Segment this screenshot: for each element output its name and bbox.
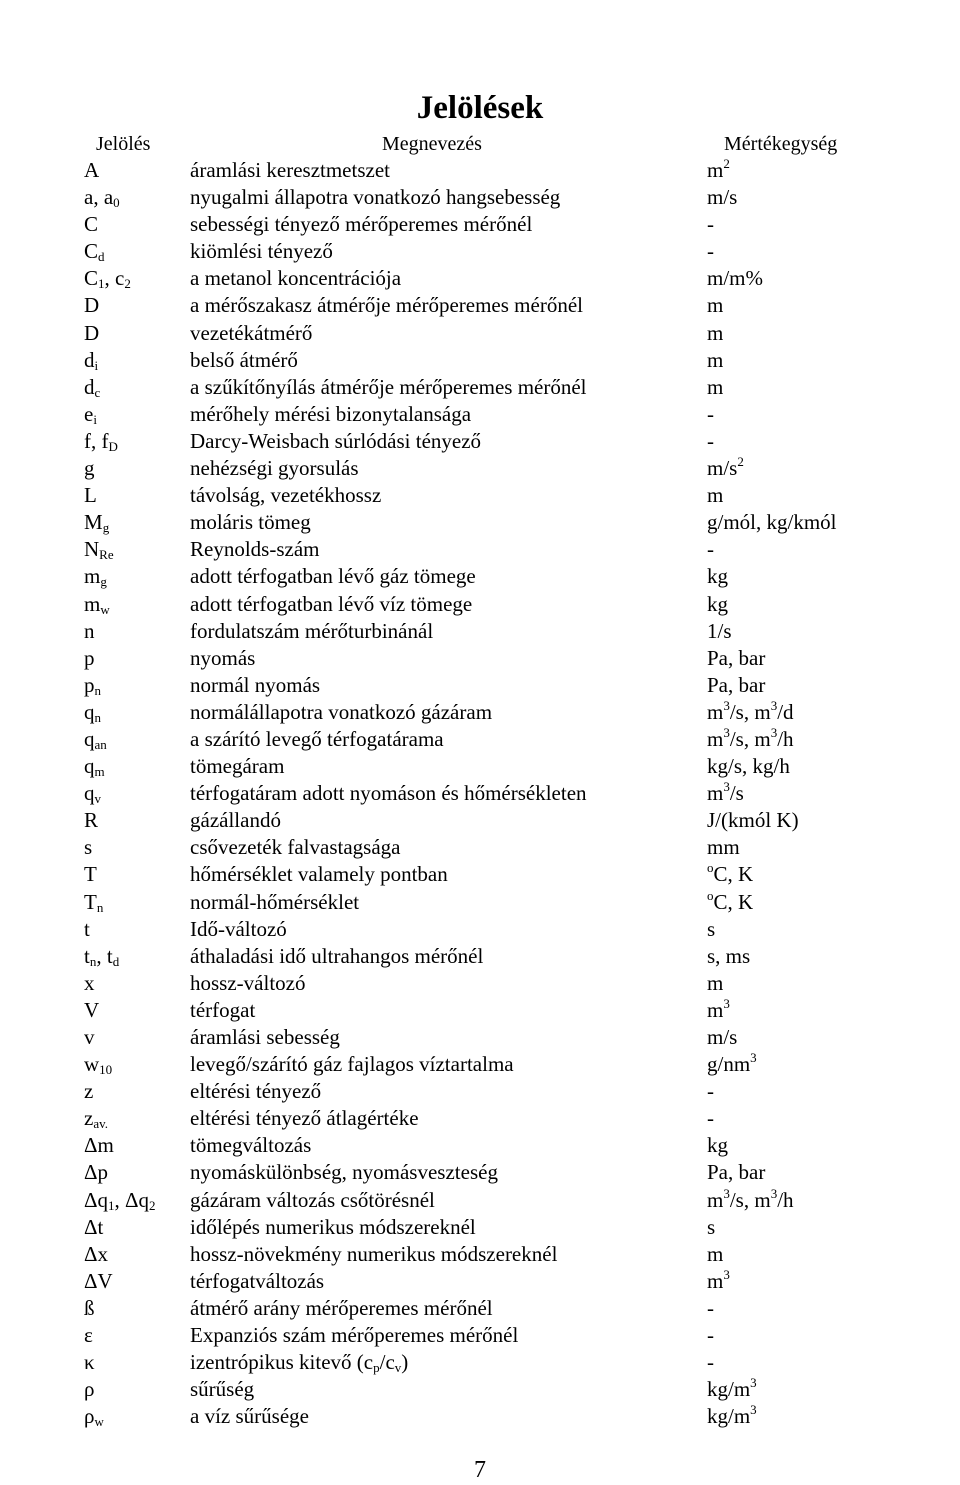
table-row — [0, 591, 960, 618]
table-row — [0, 265, 960, 292]
symbol-cell: ß — [84, 1295, 95, 1320]
unit-cell: $m^2$ — [707, 156, 730, 182]
unit-cell: mm — [707, 835, 740, 860]
name-cell: a szűkítőnyílás átmérője mérőperemes mérőnél — [190, 374, 587, 399]
unit-cell: m/s — [707, 185, 738, 210]
unit-cell: - — [707, 1323, 714, 1348]
table-row — [0, 834, 960, 861]
unit-cell: $m/s^2$ — [707, 454, 744, 481]
name-cell: levegő/szárító gáz fajlagos víztartalma — [190, 1052, 514, 1077]
name-cell: a metanol koncentrációja — [190, 266, 402, 291]
table-row — [0, 970, 960, 997]
symbol-cell: D — [84, 320, 100, 345]
symbol-cell: C — [84, 212, 99, 237]
table-row — [0, 1024, 960, 1051]
table-row — [0, 672, 960, 699]
unit-cell: - — [707, 428, 714, 453]
table-row — [0, 1105, 960, 1132]
unit-cell: m — [707, 320, 724, 345]
table-row — [0, 1132, 960, 1159]
name-cell: nehézségi gyorsulás — [190, 456, 359, 481]
name-cell: normál-hőmérséklet — [190, 889, 360, 914]
symbol-cell: $q_m$ — [84, 754, 105, 780]
symbol-cell: $m_w$ — [84, 591, 110, 617]
unit-cell: $kg/m^3$ — [707, 1375, 757, 1402]
name-cell: vezetékátmérő — [190, 320, 313, 345]
table-row — [0, 292, 960, 319]
table-row — [0, 1078, 960, 1105]
symbol-cell: R — [84, 808, 99, 833]
table-row — [0, 509, 960, 536]
unit-cell: $g/nm^3$ — [707, 1050, 757, 1077]
symbol-cell: $t_n$, $t_d$ — [84, 943, 120, 969]
column-header-symbol: Jelölés — [96, 133, 151, 155]
name-cell: a mérőszakasz átmérője mérőperemes mérőnél — [190, 293, 583, 318]
table-row — [0, 997, 960, 1024]
name-cell: nyomáskülönbség, nyomásveszteség — [190, 1160, 498, 1185]
unit-cell: $m^3/s$, $m^3/h$ — [707, 1185, 794, 1212]
name-cell: tömegáram — [190, 754, 285, 779]
table-row — [0, 889, 960, 916]
symbol-cell: $N_{Re}$ — [84, 537, 114, 563]
table-row — [0, 726, 960, 753]
column-header-unit: Mértékegység — [724, 133, 838, 155]
notation-table — [0, 157, 960, 1430]
unit-cell: - — [707, 1350, 714, 1375]
unit-cell: 1/s — [707, 618, 732, 643]
name-cell: tömegváltozás — [190, 1133, 312, 1158]
symbol-cell: $p_n$ — [84, 672, 101, 698]
unit-cell: Pa, bar — [707, 1160, 766, 1185]
name-cell: Idő-változó — [190, 916, 287, 941]
table-row — [0, 807, 960, 834]
table-row — [0, 645, 960, 672]
unit-cell: - — [707, 401, 714, 426]
unit-cell: m — [707, 374, 724, 399]
symbol-cell: x — [84, 970, 95, 995]
unit-cell: kg — [707, 591, 728, 616]
table-row — [0, 157, 960, 184]
unit-cell: m — [707, 970, 724, 995]
symbol-cell: $T_n$ — [84, 889, 104, 915]
name-cell: nyomás — [190, 645, 256, 670]
symbol-cell: Δp — [84, 1160, 109, 1185]
unit-cell: m — [707, 1241, 724, 1266]
name-cell: térfogatáram adott nyomáson és hőmérsékleten — [190, 781, 587, 806]
unit-cell: $m^3$ — [707, 995, 730, 1022]
symbol-cell: $e_i$ — [84, 401, 97, 427]
unit-cell: - — [707, 1295, 714, 1320]
name-cell: normál nyomás — [190, 672, 321, 697]
unit-cell: - — [707, 212, 714, 237]
table-row — [0, 1159, 960, 1186]
name-cell: hossz-növekmény numerikus módszereknél — [190, 1241, 558, 1266]
table-row — [0, 1051, 960, 1078]
table-row — [0, 1187, 960, 1214]
symbol-cell: $C_1$, $c_2$ — [84, 266, 131, 292]
symbol-cell: $q_{an}$ — [84, 726, 107, 752]
unit-cell: kg/s, kg/h — [707, 754, 790, 779]
unit-cell: Pa, bar — [707, 645, 766, 670]
unit-cell: $m^3$ — [707, 1266, 730, 1293]
unit-cell: $m^3/s$, $m^3/d$ — [707, 697, 794, 724]
unit-cell: s, ms — [707, 943, 751, 968]
table-row — [0, 563, 960, 590]
name-cell: a szárító levegő térfogatárama — [190, 726, 444, 751]
symbol-cell: p — [84, 645, 95, 670]
table-row — [0, 1349, 960, 1376]
unit-cell: - — [707, 1106, 714, 1131]
symbol-cell: $M_g$ — [84, 510, 110, 536]
name-cell: áramlási sebesség — [190, 1025, 340, 1049]
symbol-cell: s — [84, 835, 93, 860]
table-row — [0, 401, 960, 428]
column-header-name: Megnevezés — [382, 133, 482, 155]
name-cell: moláris tömeg — [190, 510, 311, 535]
symbol-cell: $w_{10}$ — [84, 1052, 113, 1078]
name-cell: a víz sűrűsége — [190, 1404, 309, 1429]
symbol-cell: $d_c$ — [84, 374, 101, 400]
unit-cell: kg — [707, 564, 728, 589]
unit-cell: $kg/m^3$ — [707, 1402, 757, 1429]
name-cell: belső átmérő — [190, 347, 298, 372]
symbol-cell: $\rho_w$ — [84, 1404, 104, 1430]
name-cell: hőmérséklet valamely pontban — [190, 862, 448, 887]
symbol-cell: Δm — [84, 1133, 114, 1158]
symbol-cell: v — [84, 1025, 95, 1049]
table-row — [0, 753, 960, 780]
symbol-cell: $m_g$ — [84, 564, 107, 590]
table-row — [0, 374, 960, 401]
table-row — [0, 238, 960, 265]
symbol-cell: $q_n$ — [84, 699, 101, 725]
name-cell: távolság, vezetékhossz — [190, 483, 382, 508]
symbol-cell: T — [84, 862, 97, 887]
symbol-cell: z — [84, 1079, 94, 1104]
symbol-cell: $d_i$ — [84, 347, 99, 373]
page-title: Jelölések — [416, 90, 544, 126]
unit-cell: g/mól, kg/kmól — [707, 510, 837, 535]
table-row — [0, 1322, 960, 1349]
symbol-cell: V — [84, 997, 100, 1022]
unit-cell: J/(kmól K) — [707, 808, 799, 833]
name-cell: kiömlési tényező — [190, 239, 333, 264]
symbol-cell: $q_v$ — [84, 781, 101, 807]
name-cell: Expanziós szám mérőperemes mérőnél — [190, 1323, 519, 1348]
name-cell: normálállapotra vonatkozó gázáram — [190, 699, 493, 724]
symbol-cell: L — [84, 483, 97, 508]
unit-cell: $^o$C, K — [707, 860, 754, 887]
table-row — [0, 1241, 960, 1268]
name-cell: csővezeték falvastagsága — [190, 835, 401, 860]
unit-cell: $m^3/s$, $m^3/h$ — [707, 724, 794, 751]
symbol-cell: t — [84, 916, 90, 941]
unit-cell: m — [707, 293, 724, 318]
symbol-cell: ρ — [84, 1377, 95, 1402]
name-cell: átmérő arány mérőperemes mérőnél — [190, 1295, 493, 1320]
table-row — [0, 347, 960, 374]
unit-cell: m/m% — [707, 266, 763, 291]
table-row — [0, 455, 960, 482]
unit-cell: Pa, bar — [707, 672, 766, 697]
name-cell: sebességi tényező mérőperemes mérőnél — [190, 212, 533, 237]
unit-cell: - — [707, 239, 714, 264]
table-row — [0, 1376, 960, 1403]
unit-cell: - — [707, 1079, 714, 1104]
symbol-cell: f, $f_D$ — [84, 428, 118, 454]
table-row — [0, 943, 960, 970]
name-cell: időlépés numerikus módszereknél — [190, 1214, 476, 1239]
name-cell: izentrópikus kitevő $(c_p/c_v)$ — [190, 1350, 409, 1376]
table-row — [0, 618, 960, 645]
symbol-cell: g — [84, 456, 95, 481]
unit-cell: $m^3/s$ — [707, 779, 744, 806]
symbol-cell: Δx — [84, 1241, 109, 1266]
table-row — [0, 1295, 960, 1322]
table-row — [0, 916, 960, 943]
symbol-cell: A — [84, 158, 100, 182]
table-row — [0, 428, 960, 455]
table-row — [0, 1214, 960, 1241]
table-row — [0, 861, 960, 888]
name-cell: hossz-változó — [190, 970, 306, 995]
symbol-cell: Δt — [84, 1214, 104, 1239]
unit-cell: m — [707, 483, 724, 508]
symbol-cell: n — [84, 618, 95, 643]
symbol-cell: ε — [84, 1323, 93, 1348]
name-cell: sűrűség — [190, 1377, 255, 1402]
unit-cell: kg — [707, 1133, 728, 1158]
table-row — [0, 320, 960, 347]
unit-cell: - — [707, 537, 714, 562]
table-row — [0, 536, 960, 563]
table-row — [0, 780, 960, 807]
name-cell: térfogatváltozás — [190, 1268, 325, 1293]
name-cell: térfogat — [190, 997, 256, 1022]
symbol-cell: $C_d$ — [84, 239, 105, 265]
symbol-cell: D — [84, 293, 100, 318]
symbol-cell: κ — [84, 1350, 95, 1375]
table-row — [0, 1268, 960, 1295]
unit-cell: m — [707, 347, 724, 372]
table-row — [0, 1403, 960, 1430]
name-cell: adott térfogatban lévő víz tömege — [190, 591, 473, 616]
symbol-cell: ΔV — [84, 1268, 113, 1293]
name-cell: mérőhely mérési bizonytalansága — [190, 401, 472, 426]
name-cell: gázállandó — [190, 808, 281, 833]
symbol-cell: $\Delta q_1$, $\Delta q_2$ — [84, 1187, 156, 1213]
symbol-cell: $z_{av.}$ — [84, 1106, 109, 1132]
unit-cell: s — [707, 916, 716, 941]
unit-cell: $^o$C, K — [707, 887, 754, 914]
table-row — [0, 482, 960, 509]
name-cell: nyugalmi állapotra vonatkozó hangsebesség — [190, 185, 561, 210]
name-cell: eltérési tényező átlagértéke — [190, 1106, 419, 1131]
name-cell: eltérési tényező — [190, 1079, 322, 1104]
name-cell: Reynolds-szám — [190, 537, 320, 562]
name-cell: áramlási keresztmetszet — [190, 158, 390, 182]
name-cell: Darcy-Weisbach súrlódási tényező — [190, 428, 482, 453]
name-cell: fordulatszám mérőturbinánál — [190, 618, 434, 643]
name-cell: adott térfogatban lévő gáz tömege — [190, 564, 476, 589]
page-number: 7 — [474, 1457, 486, 1483]
name-cell: gázáram változás csőtörésnél — [190, 1187, 435, 1212]
unit-cell: m/s — [707, 1025, 738, 1049]
name-cell: áthaladási idő ultrahangos mérőnél — [190, 943, 484, 968]
table-row — [0, 184, 960, 211]
symbol-cell: a, $a_0$ — [84, 185, 120, 211]
table-row — [0, 211, 960, 238]
unit-cell: s — [707, 1214, 716, 1239]
table-row — [0, 699, 960, 726]
